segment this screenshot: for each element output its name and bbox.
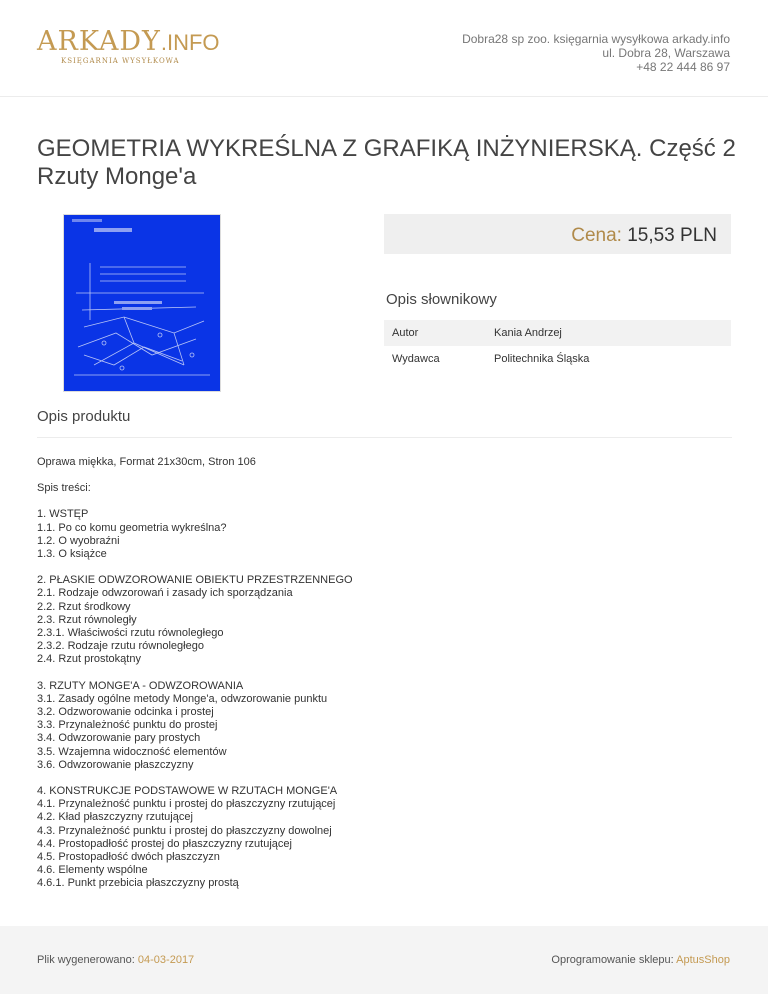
company-name: Dobra28 sp zoo. księgarnia wysyłkowa arkady.info bbox=[462, 32, 730, 46]
toc-item: 1.3. O książce bbox=[37, 548, 107, 561]
footer-software bbox=[551, 954, 730, 966]
price-box bbox=[384, 214, 731, 254]
company-info bbox=[462, 32, 730, 74]
price-value: 15,53 PLN bbox=[627, 225, 717, 246]
company-phone: +48 22 444 86 97 bbox=[636, 60, 730, 74]
toc-item: 4.6.1. Punkt przebicia płaszczyzny prostą bbox=[37, 877, 239, 890]
toc-item: 1. WSTĘP bbox=[37, 508, 89, 521]
table-row bbox=[384, 320, 731, 346]
toc-item: 2.3.1. Właściwości rzutu równoległego bbox=[37, 627, 224, 640]
toc-item: 2.3. Rzut równoległy bbox=[37, 613, 137, 626]
generated-date: 04-03-2017 bbox=[137, 954, 195, 966]
toc-item: 4.2. Kład płaszczyzny rzutującej bbox=[37, 811, 193, 824]
toc-item: 4.1. Przynależność punktu i prostej do płaszczyzny rzutującej bbox=[37, 798, 336, 811]
arkady-logo[interactable] bbox=[37, 28, 220, 65]
logo-subtitle: KSIĘGARNIA WYSYŁKOWA bbox=[61, 57, 180, 65]
page-header bbox=[0, 0, 768, 97]
page-footer bbox=[0, 926, 768, 994]
toc-section bbox=[37, 508, 637, 561]
toc-section bbox=[37, 680, 637, 772]
dictionary-table bbox=[384, 320, 731, 372]
dictionary-value: Kania Andrzej bbox=[486, 320, 731, 346]
toc-item: 3. RZUTY MONGE'A - ODWZOROWANIA bbox=[37, 679, 244, 692]
toc-item: 2. PŁASKIE ODWZOROWANIE OBIEKTU PRZESTRZENNEGO bbox=[37, 574, 353, 587]
cover-drawing bbox=[64, 215, 221, 392]
toc-item: 4.5. Prostopadłość dwóch płaszczyzn bbox=[37, 851, 220, 864]
toc-item: 3.2. Odzworowanie odcinka i prostej bbox=[37, 706, 214, 719]
description-intro: Oprawa miękka, Format 21x30cm, Stron 106 bbox=[37, 456, 256, 468]
toc-item: 2.3.2. Rodzaje rzutu równoległego bbox=[37, 640, 204, 653]
toc-item: 3.1. Zasady ogólne metody Monge'a, odwzorowanie punktu bbox=[37, 692, 328, 705]
product-description bbox=[37, 456, 637, 904]
toc-item: 2.1. Rodzaje odwzorowań i zasady ich sporządzania bbox=[37, 587, 293, 600]
toc-item: 1.2. O wyobraźni bbox=[37, 534, 120, 547]
table-of-contents bbox=[37, 508, 637, 890]
toc-item: 3.4. Odwzorowanie pary prostych bbox=[37, 732, 201, 745]
footer-generated bbox=[37, 954, 194, 966]
logo-wordmark bbox=[37, 28, 220, 56]
toc-item: 4.3. Przynależność punktu i prostej do płaszczyzny dowolnej bbox=[37, 824, 332, 837]
table-row bbox=[384, 346, 731, 372]
toc-item: 3.3. Przynależność punktu do prostej bbox=[37, 719, 218, 732]
toc-item: 2.2. Rzut środkowy bbox=[37, 600, 131, 613]
generated-label: Plik wygenerowano: bbox=[37, 954, 135, 966]
toc-label: Spis treści: bbox=[37, 482, 91, 495]
product-title: GEOMETRIA WYKREŚLNA Z GRAFIKĄ INŻYNIERSKĄ. Część 2 Rzuty Monge'a bbox=[37, 135, 736, 190]
dictionary-key: Autor bbox=[384, 320, 486, 346]
logo-suffix-text: .INFO bbox=[160, 30, 220, 55]
software-label: Oprogramowanie sklepu: bbox=[551, 954, 674, 966]
toc-section bbox=[37, 574, 637, 666]
toc-item: 4.6. Elementy wspólne bbox=[37, 864, 148, 877]
toc-item: 4. KONSTRUKCJE PODSTAWOWE W RZUTACH MONGE'A bbox=[37, 785, 338, 798]
toc-item: 1.1. Po co komu geometria wykreślna? bbox=[37, 521, 227, 534]
company-address: ul. Dobra 28, Warszawa bbox=[602, 46, 730, 60]
price-label: Cena: bbox=[571, 225, 622, 246]
dictionary-key: Wydawca bbox=[392, 353, 440, 365]
software-link[interactable]: AptusShop bbox=[676, 954, 730, 966]
toc-item: 4.4. Prostopadłość prostej do płaszczyzny rzutującej bbox=[37, 837, 292, 850]
logo-main-text: ARKADY bbox=[37, 26, 161, 57]
book-cover-image bbox=[63, 214, 221, 392]
dictionary-title: Opis słownikowy bbox=[386, 291, 497, 308]
toc-item: 3.6. Odwzorowanie płaszczyzny bbox=[37, 758, 194, 771]
toc-item: 3.5. Wzajemna widoczność elementów bbox=[37, 745, 227, 758]
toc-section bbox=[37, 785, 637, 891]
toc-item: 2.4. Rzut prostokątny bbox=[37, 653, 141, 666]
section-divider bbox=[37, 437, 732, 438]
description-title: Opis produktu bbox=[37, 408, 131, 425]
dictionary-value: Politechnika Śląska bbox=[494, 353, 590, 365]
